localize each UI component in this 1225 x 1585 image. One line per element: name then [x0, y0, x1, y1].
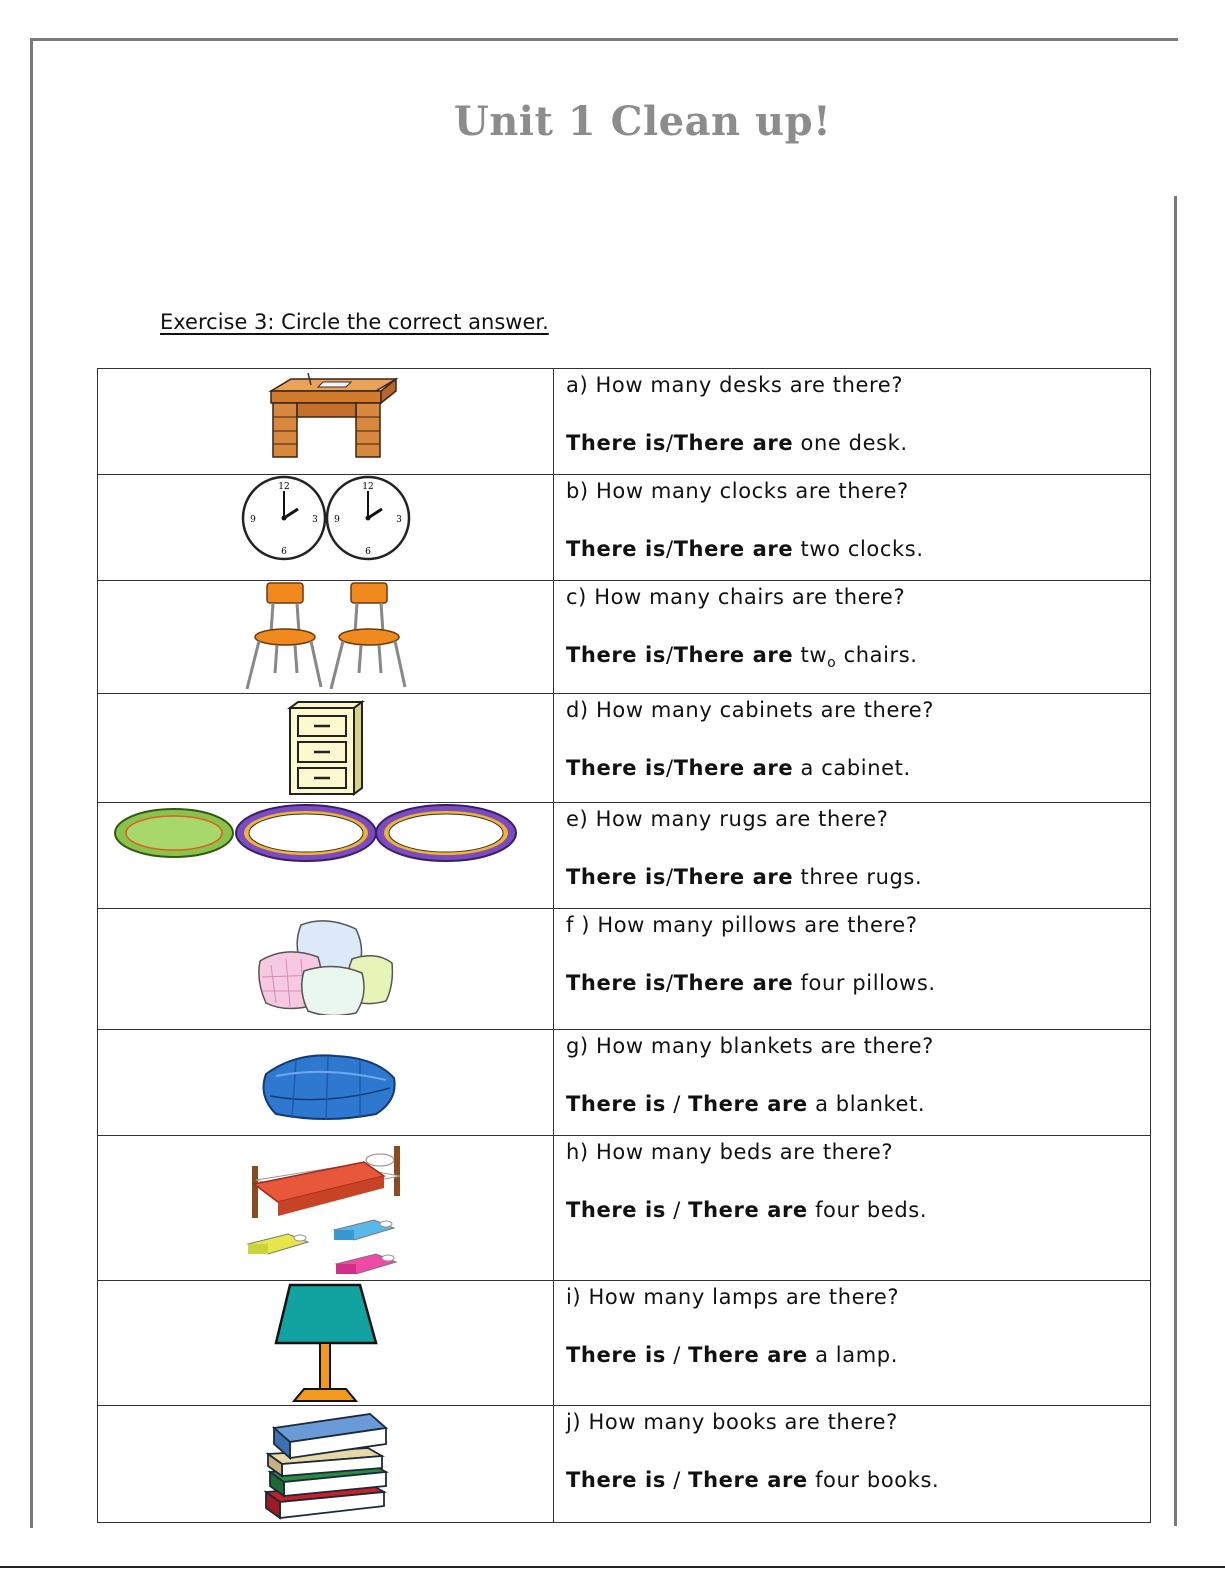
- option-separator: /: [665, 643, 674, 667]
- answer-ending-part: chairs.: [836, 643, 918, 667]
- question-text: e) How many rugs are there?: [566, 807, 889, 831]
- answer-ending: a cabinet.: [800, 756, 911, 780]
- option-separator: /: [665, 971, 674, 995]
- table-row: [98, 1281, 1151, 1406]
- blanket-icon: [256, 1044, 398, 1124]
- cabinet-icon: [284, 700, 366, 796]
- answer-ending: three rugs.: [800, 865, 923, 889]
- page-border-right: [1174, 196, 1177, 1526]
- svg-text:6: 6: [281, 547, 287, 557]
- answer-ending: a blanket.: [815, 1092, 926, 1116]
- table-row: [98, 694, 1151, 803]
- svg-text:9: 9: [334, 515, 340, 525]
- question-cell: [554, 1281, 1151, 1406]
- answer-line: [566, 1198, 1150, 1222]
- answer-ending: one desk.: [800, 431, 908, 455]
- option-there-is[interactable]: There is: [566, 756, 666, 780]
- image-cell: [98, 909, 554, 1030]
- answer-ending: four beds.: [815, 1198, 928, 1222]
- answer-line: [566, 756, 1150, 780]
- option-there-is[interactable]: There is: [566, 1468, 666, 1492]
- worksheet-title: Unit 1 Clean up!: [453, 98, 832, 145]
- table-row: [98, 475, 1151, 581]
- option-there-are[interactable]: There are: [688, 1468, 808, 1492]
- lamp-icon: [274, 1283, 378, 1405]
- image-cell: [98, 581, 554, 694]
- svg-text:12: 12: [362, 482, 374, 492]
- svg-text:3: 3: [396, 515, 402, 525]
- bed-icon: [244, 1136, 408, 1280]
- option-there-is[interactable]: There is: [566, 643, 666, 667]
- option-separator: /: [665, 431, 674, 455]
- answer-line: [566, 537, 1150, 561]
- question-text: d) How many cabinets are there?: [566, 698, 935, 722]
- question-text: a) How many desks are there?: [566, 373, 904, 397]
- option-there-is[interactable]: There is: [566, 1198, 666, 1222]
- svg-text:6: 6: [365, 547, 371, 557]
- option-there-are[interactable]: There are: [688, 1198, 808, 1222]
- question-cell: [554, 369, 1151, 475]
- question-text: i) How many lamps are there?: [566, 1285, 900, 1309]
- answer-line: [566, 1092, 1150, 1116]
- svg-text:3: 3: [312, 515, 318, 525]
- svg-text:12: 12: [278, 482, 290, 492]
- question-cell: [554, 1136, 1151, 1281]
- option-there-is[interactable]: There is: [566, 865, 666, 889]
- option-separator: /: [665, 1468, 689, 1492]
- answer-ending: two clocks.: [800, 537, 924, 561]
- image-cell: [98, 475, 554, 581]
- table-row: [98, 1136, 1151, 1281]
- image-cell: [98, 1281, 554, 1406]
- option-separator: /: [665, 1343, 689, 1367]
- option-separator: /: [665, 1092, 689, 1116]
- svg-text:9: 9: [250, 515, 256, 525]
- option-there-are[interactable]: There are: [673, 537, 794, 561]
- option-separator: /: [665, 865, 674, 889]
- option-there-are[interactable]: There are: [673, 643, 794, 667]
- option-there-is[interactable]: There is: [566, 431, 666, 455]
- answer-line: [566, 865, 1150, 889]
- option-there-are[interactable]: There are: [673, 971, 794, 995]
- option-there-are[interactable]: There are: [688, 1343, 808, 1367]
- answer-ending: [800, 643, 918, 671]
- image-cell: [98, 1136, 554, 1281]
- answer-line: [566, 1343, 1150, 1367]
- page-border-bottom: [0, 1566, 1225, 1568]
- table-row: [98, 369, 1151, 475]
- answer-ending: a lamp.: [815, 1343, 898, 1367]
- answer-line: [566, 431, 1150, 455]
- chair-icon: [243, 581, 411, 693]
- question-text: j) How many books are there?: [566, 1410, 898, 1434]
- question-cell: [554, 1406, 1151, 1523]
- table-row: [98, 909, 1151, 1030]
- option-there-are[interactable]: There are: [688, 1092, 808, 1116]
- option-there-is[interactable]: There is: [566, 537, 666, 561]
- option-there-is[interactable]: There is: [566, 1092, 666, 1116]
- answer-line: [566, 971, 1150, 995]
- question-text: f ) How many pillows are there?: [566, 913, 918, 937]
- table-row: [98, 581, 1151, 694]
- page-border-top: [30, 38, 1178, 41]
- answer-ending-subscript: o: [827, 655, 837, 671]
- image-cell: [98, 1406, 554, 1523]
- exercise-instruction: Exercise 3: Circle the correct answer.: [160, 310, 549, 334]
- question-cell: [554, 581, 1151, 694]
- option-separator: /: [665, 1198, 689, 1222]
- answer-ending: four books.: [815, 1468, 940, 1492]
- pillow-icon: [256, 915, 396, 1015]
- answer-line: [566, 1468, 1150, 1492]
- option-separator: /: [665, 537, 674, 561]
- table-row: [98, 803, 1151, 909]
- image-cell: [98, 694, 554, 803]
- question-cell: [554, 909, 1151, 1030]
- page-border-left: [30, 38, 33, 1528]
- table-row: [98, 1030, 1151, 1136]
- option-there-is[interactable]: There is: [566, 1343, 666, 1367]
- question-text: c) How many chairs are there?: [566, 585, 906, 609]
- clock-icon: [241, 475, 413, 561]
- answer-line: [566, 643, 1150, 671]
- option-separator: /: [665, 756, 674, 780]
- image-cell: [98, 803, 554, 909]
- option-there-are[interactable]: There are: [673, 431, 794, 455]
- option-there-are[interactable]: There are: [673, 865, 794, 889]
- answer-ending-part: tw: [800, 643, 828, 667]
- question-text: b) How many clocks are there?: [566, 479, 909, 503]
- image-cell: [98, 1030, 554, 1136]
- question-cell: [554, 694, 1151, 803]
- books-icon: [260, 1408, 394, 1520]
- option-there-are[interactable]: There are: [673, 756, 794, 780]
- table-row: [98, 1406, 1151, 1523]
- answer-ending: four pillows.: [800, 971, 936, 995]
- question-cell: [554, 1030, 1151, 1136]
- exercise-table: [97, 368, 1151, 1523]
- question-text: h) How many beds are there?: [566, 1140, 894, 1164]
- question-cell: [554, 803, 1151, 909]
- question-text: g) How many blankets are there?: [566, 1034, 934, 1058]
- desk-icon: [256, 371, 401, 465]
- rug-icon: [114, 803, 519, 863]
- option-there-is[interactable]: There is: [566, 971, 666, 995]
- image-cell: [98, 369, 554, 475]
- question-cell: [554, 475, 1151, 581]
